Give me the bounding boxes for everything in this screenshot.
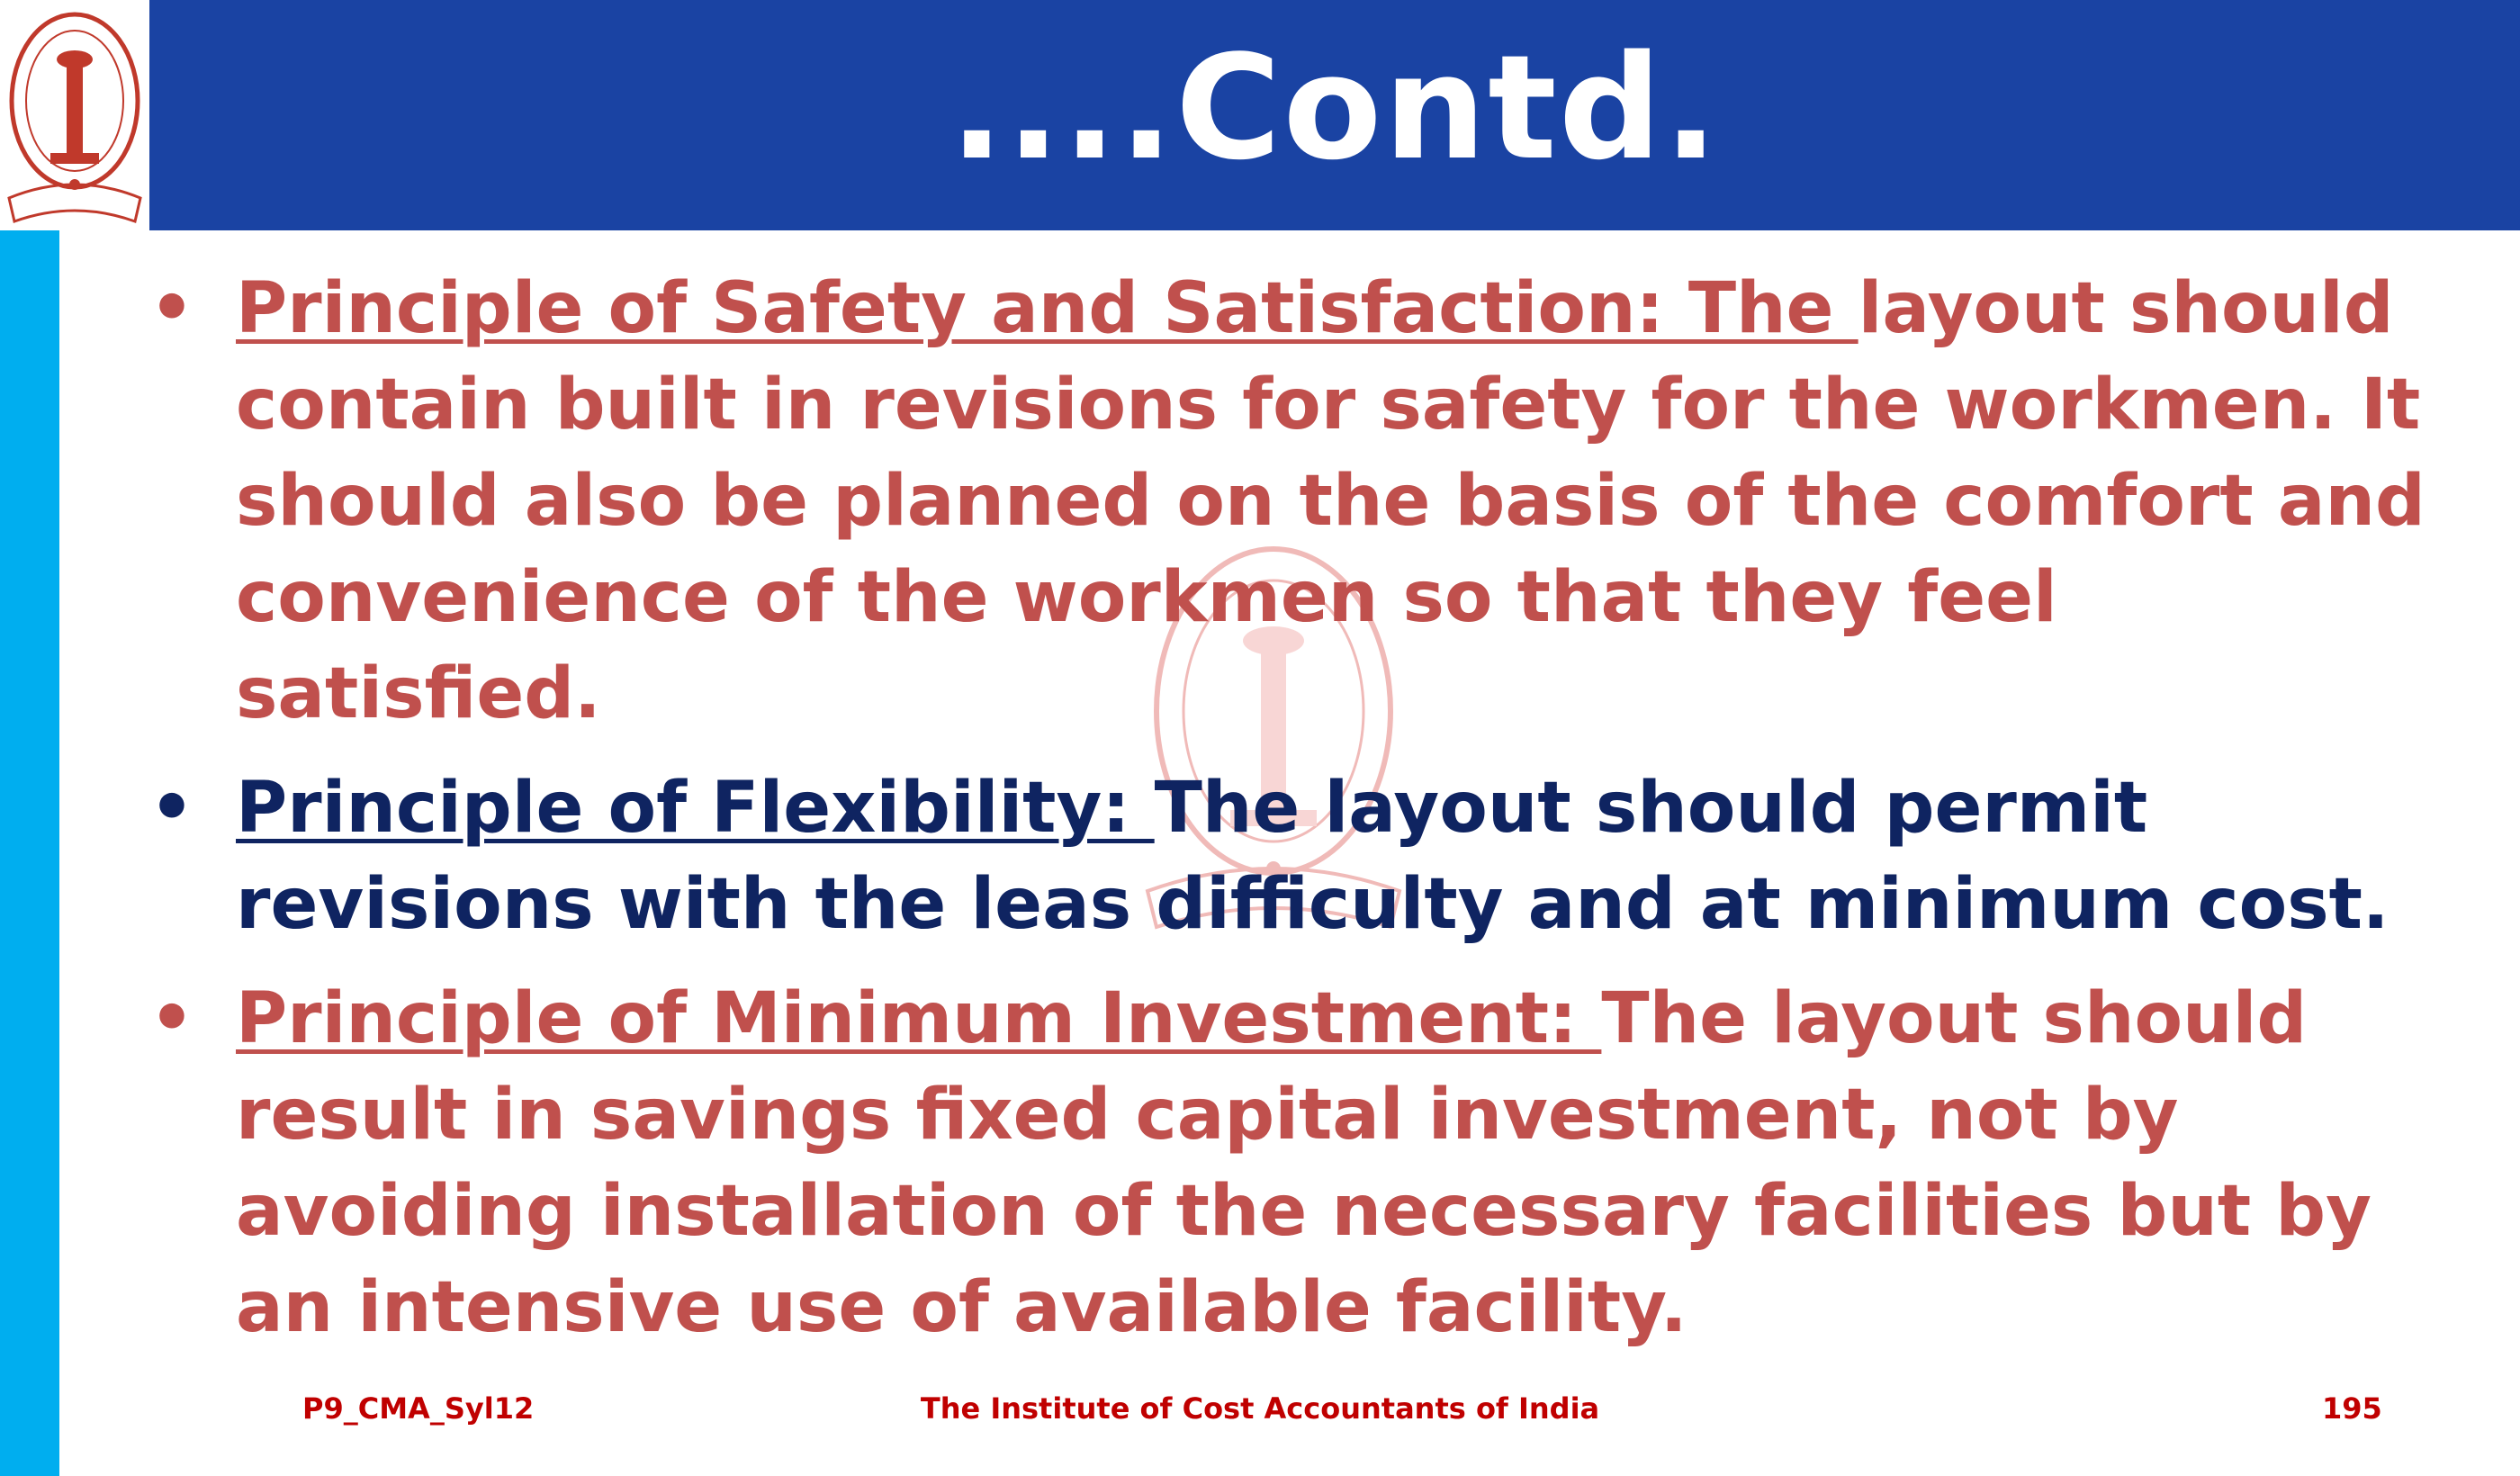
bullet-heading: Principle of Safety and Satisfaction: The [236,268,1858,349]
emblem-icon [0,0,149,230]
footer-page-number: 195 [2322,1391,2382,1426]
bullet-heading: Principle of Flexibility: [236,768,1155,849]
bullet-safety-satisfaction [135,261,2439,742]
title-bar [149,0,2520,230]
footer-course-code: P9_CMA_Syl12 [302,1391,535,1426]
bullet-marker: • [149,268,194,349]
bullet-marker: • [149,768,194,849]
bullet-heading: Principle of Minimum Investment: [236,978,1602,1059]
bullet-minimum-investment [135,971,2439,1356]
bullet-body: The layout should permit revisions with the leas difficulty and at minimum cost. [236,768,2390,945]
footer-institute-name: The Institute of Cost Accountants of India [920,1391,1600,1426]
bullet-list [135,261,2439,1374]
bullet-body: The layout should result in savings fixed capital investment, not by avoiding installation of the necessary facilities but by an intensive use of available facility. [236,978,2372,1348]
bullet-marker: • [149,978,194,1059]
slide-title: ....Contd. [949,23,1721,192]
bullet-body: layout should contain built in revisions for safety for the workmen. It should also be planned on the basis of the comfort and convenience of the workmen so that they feel satisfied. [236,268,2426,734]
bullet-flexibility [135,760,2439,953]
institute-logo [0,0,149,230]
